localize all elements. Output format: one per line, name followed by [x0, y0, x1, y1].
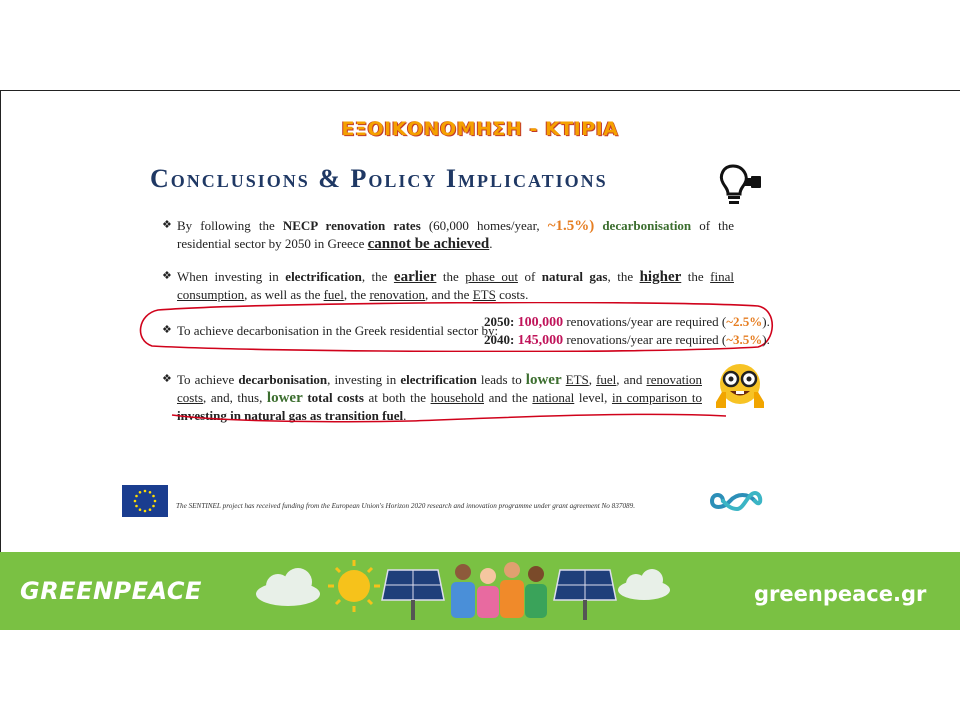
text: national [532, 390, 575, 405]
lightbulb-icon [715, 160, 763, 208]
text: electrification [400, 372, 477, 387]
solar-panel-icon [382, 570, 444, 620]
greek-title: ΕΞΟΙΚΟΝΟΜΗΣΗ - ΚΤΙΡΙΑ [341, 118, 619, 140]
text: renovation costs [177, 372, 702, 405]
text: renovation [369, 287, 426, 302]
text: ETS [472, 287, 496, 302]
pct-2040: ~3.5% [726, 332, 763, 347]
text: renovations/year are required ( [563, 332, 727, 347]
text: ETS [565, 372, 589, 387]
text: , and [616, 372, 647, 387]
text: at both the [363, 390, 431, 405]
text: the [681, 269, 711, 284]
text: To achieve decarbonisation in the Greek residential sector by: [177, 323, 499, 338]
text: investing in natural gas as transition fuel [177, 408, 404, 423]
greenpeace-url: greenpeace.gr [754, 582, 927, 606]
text: decarbonisation [594, 218, 692, 233]
text: , the [607, 269, 640, 284]
text: fuel [596, 372, 617, 387]
bullet-electrification [162, 268, 734, 303]
text: final consumption [177, 269, 734, 302]
text: ). [762, 314, 770, 329]
page-title: Conclusions & Policy Implications [150, 164, 608, 193]
text: higher [639, 269, 682, 285]
text: (60,000 homes/year, [420, 218, 548, 233]
text: , and, thus, [203, 390, 267, 405]
text: When investing in [177, 269, 286, 284]
value-2050: 100,000 [517, 315, 564, 330]
cloud-icon [618, 569, 670, 600]
bullet-mark: ❖ [162, 270, 172, 282]
text: household [430, 390, 485, 405]
text: , as well as the [244, 287, 324, 302]
text: leads to [476, 372, 526, 387]
target-2050 [484, 313, 770, 331]
text: By following the [177, 218, 283, 233]
text: lower [266, 390, 303, 406]
funding-statement: The SENTINEL project has received funding from the European Union's Horizon 2020 research and innovation programme under grant agreement No 837089. [176, 502, 636, 510]
target-2040 [484, 331, 770, 349]
text: electrification [285, 269, 362, 284]
text: cannot be achieved [367, 236, 490, 252]
text: the [436, 269, 466, 284]
text: . [403, 408, 407, 423]
text: phase out [465, 269, 518, 284]
solar-panel-icon [554, 570, 616, 620]
text: decarbonisation [238, 372, 328, 387]
bullet-mark: ❖ [162, 324, 172, 336]
sun-icon [328, 560, 380, 612]
text: earlier [393, 269, 437, 285]
bullet-necp [162, 217, 734, 253]
text: . [489, 236, 493, 251]
value-2040: 145,000 [517, 333, 564, 348]
text: , the [343, 287, 370, 302]
people-icon [451, 562, 547, 618]
text: total costs [307, 390, 364, 405]
text: , [588, 372, 597, 387]
text: ). [762, 332, 770, 347]
text: lower [525, 372, 562, 388]
pct-2050: ~2.5% [726, 314, 763, 329]
text: , the [361, 269, 394, 284]
red-underline-annotation [170, 413, 730, 425]
text: natural gas [541, 269, 608, 284]
nerd-face-icon [714, 360, 766, 412]
text: 2050: [484, 314, 518, 329]
text: of [517, 269, 542, 284]
text: costs. [495, 287, 529, 302]
cloud-icon [256, 568, 320, 606]
text: in comparison to [611, 390, 702, 405]
text: To achieve [177, 372, 239, 387]
text: and the [484, 390, 533, 405]
infinity-logo-icon [708, 487, 766, 515]
text: renovations/year are required ( [563, 314, 727, 329]
bullet-mark: ❖ [162, 219, 172, 231]
greenpeace-logo: GREENPEACE [20, 577, 202, 605]
target-years [484, 313, 770, 349]
footer-illustration [248, 556, 678, 626]
text: fuel [323, 287, 344, 302]
text: ~1.5%) [547, 218, 595, 234]
text: level, [574, 390, 612, 405]
text: NECP renovation rates [282, 218, 421, 233]
bullet-mark: ❖ [162, 373, 172, 385]
text: 2040: [484, 332, 518, 347]
text: , investing in [327, 372, 401, 387]
text: of the residential sector by 2050 in Greece [177, 218, 735, 251]
bullet-decarbonisation-targets [162, 313, 782, 348]
text: , and the [425, 287, 473, 302]
eu-flag-icon [122, 485, 168, 517]
